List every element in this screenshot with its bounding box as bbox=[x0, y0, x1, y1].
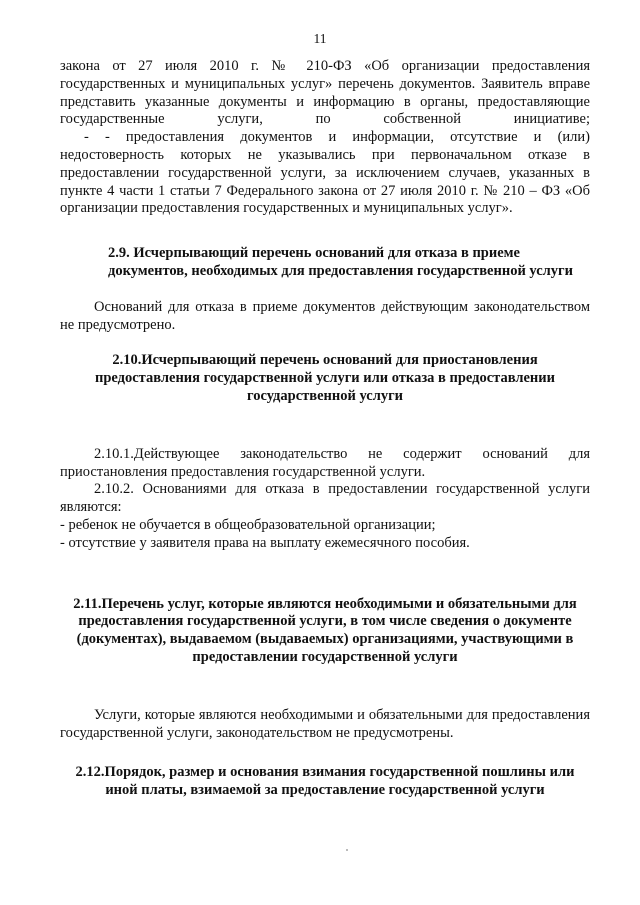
section-2-11-heading: 2.11.Перечень услуг, которые являются необходимыми и обязательными для предоставления государственной услуги, в том числе сведения о документе (документах), выдаваемом (выдаваемых) организациями, участвующими в предоставлении государственной услуги bbox=[73, 595, 577, 665]
document-body bbox=[60, 58, 590, 800]
section-2-11-text: Услуги, которые являются необходимыми и обязательными для предоставления государственной услуги, законодательством не предусмотрены. bbox=[60, 706, 590, 741]
section-2-10-heading: 2.10.Исчерпывающий перечень оснований для приостановления предоставления государственной услуги или отказа в предоставлении государственной услуги bbox=[95, 352, 555, 404]
page-number: 11 bbox=[313, 31, 327, 46]
list-item: - отсутствие у заявителя права на выплату ежемесячного пособия. bbox=[60, 534, 470, 551]
intro-list-item: - - предоставления документов и информации, отсутствие и (или) недостоверность которых не указывались при первоначальном отказе в предоставлении государственной услуги, за исключением случаев, указанных в пункте 4 части 1 статьи 7 Федерального закона от 27 июля 2010 г. № 210 – ФЗ «Об организации предоставления государственных и муниципальных услуг». bbox=[60, 129, 590, 217]
list-item: - ребенок не обучается в общеобразовательной организации; bbox=[60, 516, 436, 533]
section-2-10-1: 2.10.1.Действующее законодательство не содержит оснований для приостановления предоставления государственной услуги. bbox=[60, 445, 590, 480]
section-2-9-heading: 2.9. Исчерпывающий перечень оснований для отказа в приеме документов, необходимых для предоставления государственной услуги bbox=[108, 245, 573, 279]
section-2-12-heading: 2.12.Порядок, размер и основания взимания государственной пошлины или иной платы, взимаемой за предоставление государственной услуги bbox=[75, 764, 575, 799]
intro-paragraph: закона от 27 июля 2010 г. № 210-ФЗ «Об организации предоставления государственных и муниципальных услуг» перечень документов. Заявитель вправе представить указанные документы и информацию в органы, предоставляющие государственные услуги, по собственной инициативе; bbox=[60, 58, 590, 128]
scan-speck bbox=[346, 849, 348, 851]
section-2-10-2: 2.10.2. Основаниями для отказа в предоставлении государственной услуги являются: bbox=[60, 481, 590, 516]
section-2-9-text: Оснований для отказа в приеме документов действующим законодательством не предусмотрено. bbox=[60, 298, 590, 333]
